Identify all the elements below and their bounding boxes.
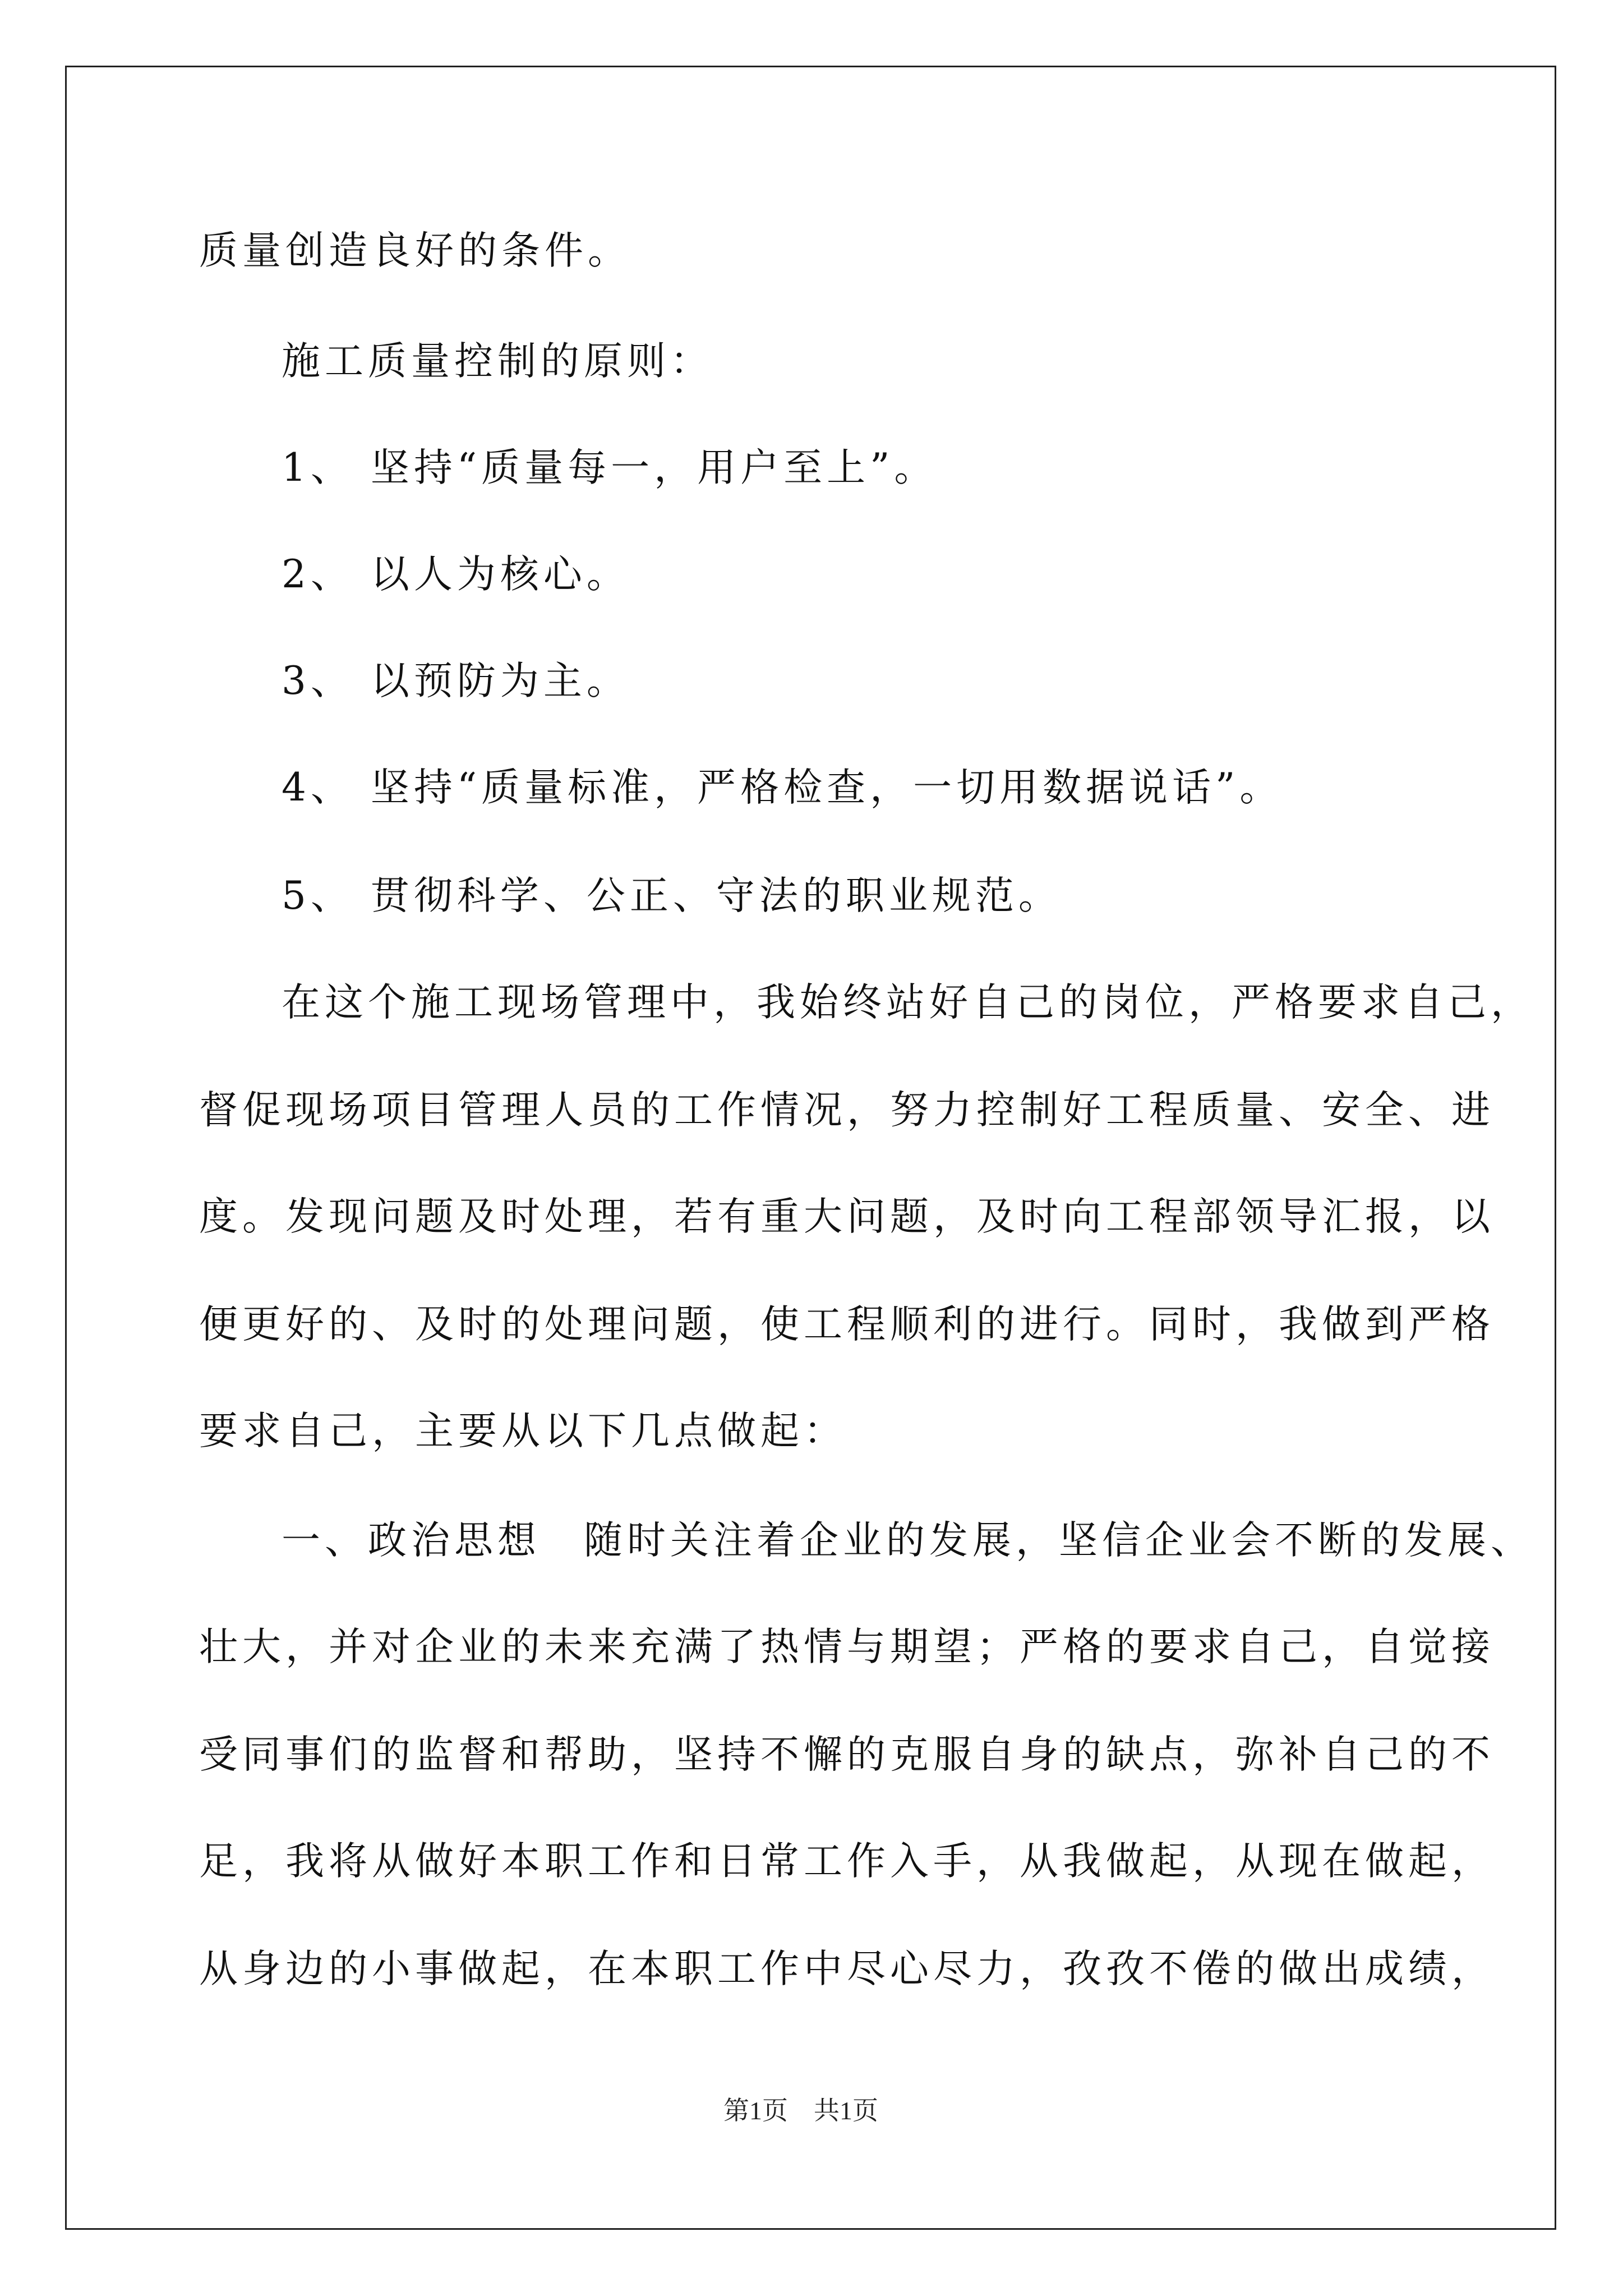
text-line: 度。发现问题及时处理，若有重大问题，及时向工程部领导汇报，以 [199,1194,1495,1239]
text-line: 质量创造良好的条件。 [199,228,631,273]
text-line: 足，我将从做好本职工作和日常工作入手，从我做起，从现在做起， [199,1839,1495,1884]
text-line: 在这个施工现场管理中，我始终站好自己的岗位，严格要求自己， [282,980,1534,1025]
text-line: 从身边的小事做起，在本职工作中尽心尽力，孜孜不倦的做出成绩， [199,1947,1495,1991]
list-item: 4、 坚持“质量标准，严格检查，一切用数据说话”。 [282,765,1283,810]
text-line: 便更好的、及时的处理问题，使工程顺利的进行。同时，我做到严格 [199,1302,1495,1347]
text-line: 一、政治思想 随时关注着企业的发展，坚信企业会不断的发展、 [282,1518,1534,1563]
text-line: 受同事们的监督和帮助，坚持不懈的克服自身的缺点，弥补自己的不 [199,1732,1495,1777]
list-item: 1、 坚持“质量每一，用户至上”。 [282,445,938,490]
page-border [65,66,1556,2230]
text-line: 督促现场项目管理人员的工作情况，努力控制好工程质量、安全、进 [199,1088,1495,1133]
text-line: 施工质量控制的原则： [282,339,713,384]
list-item: 5、 贯彻科学、公正、守法的职业规范。 [282,873,1062,918]
list-item: 3、 以预防为主。 [282,659,630,703]
text-line: 壮大，并对企业的未来充满了热情与期望；严格的要求自己，自觉接 [199,1625,1495,1669]
list-item: 2、 以人为核心。 [282,552,630,597]
page-number: 第1页 共1页 [723,2096,878,2125]
text-line: 要求自己，主要从以下几点做起： [199,1409,847,1453]
